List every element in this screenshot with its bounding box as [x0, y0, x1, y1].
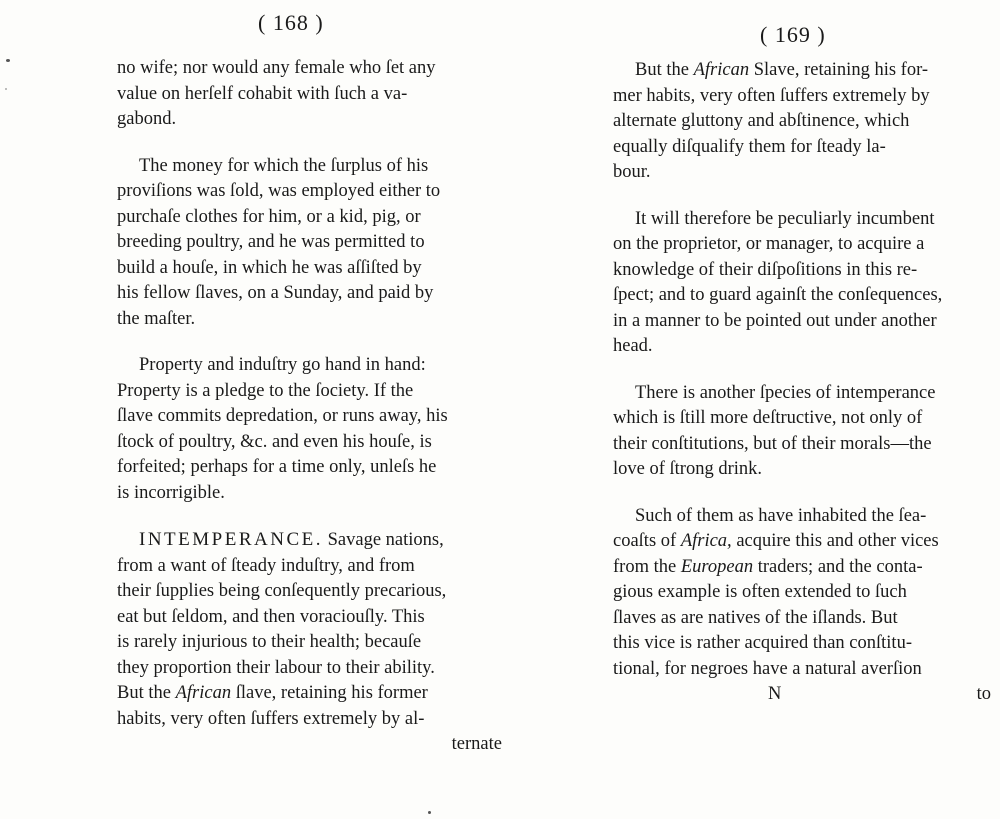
signature-line: [613, 682, 991, 708]
text-line: There is another ſpecies of intemperance: [635, 382, 936, 403]
scan-speck: [6, 59, 10, 62]
text-line: proviſions was ſold, was employed either to: [117, 181, 441, 201]
left-paragraph-2: [117, 154, 502, 333]
text-line: [117, 527, 502, 554]
text-line: value on herſelf cohabit with ſuch a va-: [117, 83, 408, 104]
text-line: tional, for negroes have a natural averſion: [613, 658, 922, 679]
left-page-number: ( 168 ): [258, 10, 324, 35]
text-line: [613, 555, 991, 581]
text-line: habits, very often ſuffers extremely by al-: [117, 708, 425, 729]
text-line: bour.: [613, 162, 651, 182]
text-line: ſpect; and to guard againſt the conſequences,: [613, 285, 943, 305]
text-span: Slave, retaining his for-: [753, 60, 929, 80]
text-line: knowledge of their diſpoſitions in this re-: [613, 259, 918, 280]
text-line: forfeited; perhaps for a time only, unleſs he: [117, 457, 437, 477]
text-line: love of ſtrong drink.: [613, 459, 763, 479]
text-line: alternate gluttony and abſtinence, which: [613, 111, 910, 131]
text-line: The money for which the ſurplus of his: [139, 155, 429, 176]
text-line: [613, 58, 991, 84]
left-paragraph-intemperance: [117, 527, 502, 758]
right-page-number: ( 169 ): [760, 22, 826, 47]
text-span: ſlave, retaining his former: [235, 683, 428, 703]
text-line: which is ſtill more deſtructive, not only of: [613, 408, 923, 428]
right-paragraph-4: [613, 504, 991, 708]
text-line: ſlave commits depredation, or runs away, his: [117, 406, 448, 426]
text-line: Property is a pledge to the ſociety. If the: [117, 380, 414, 401]
text-span: Savage nations,: [327, 530, 444, 550]
text-line: [613, 529, 991, 555]
text-line: build a houſe, in which he was aſſiſted by: [117, 257, 422, 278]
scan-speck: [5, 88, 7, 90]
text-line: ſlaves as are natives of the iſlands. But: [613, 607, 898, 628]
text-span: But the: [117, 683, 171, 703]
text-span: acquire this and other vices: [736, 531, 939, 551]
text-line: ſtock of poultry, &c. and even his houſe, is: [117, 431, 432, 452]
italic-word: African: [175, 683, 232, 703]
left-paragraph-3: [117, 353, 502, 506]
catchword: ternate: [451, 734, 502, 754]
text-line: is rarely injurious to their health; becauſe: [117, 632, 422, 652]
section-heading: INTEMPERANCE.: [139, 529, 323, 550]
catchword: to: [976, 684, 991, 704]
text-line: the maſter.: [117, 308, 196, 329]
text-line: eat but ſeldom, and then voraciouſly. This: [117, 606, 425, 627]
text-line: they proportion their labour to their ability.: [117, 657, 435, 678]
text-line: in a manner to be pointed out under another: [613, 310, 937, 331]
text-line: head.: [613, 336, 653, 356]
text-span: from the: [613, 556, 677, 577]
text-line: breeding poultry, and he was permitted to: [117, 232, 425, 252]
italic-word: Africa,: [680, 531, 732, 551]
text-line: gabond.: [117, 109, 177, 129]
right-paragraph-3: [613, 381, 991, 483]
text-line: is incorrigible.: [117, 482, 225, 503]
italic-word: European: [680, 556, 754, 577]
text-line: equally diſqualify them for ſteady la-: [613, 136, 886, 157]
text-line: It will therefore be peculiarly incumbent: [635, 208, 935, 229]
text-line: gious example is often extended to ſuch: [613, 582, 907, 602]
text-span: coaſts of: [613, 531, 677, 551]
right-paragraph-2: [613, 207, 991, 360]
scan-speck: [428, 811, 431, 814]
left-paragraph-1: [117, 56, 502, 133]
right-paragraph-1: [613, 58, 991, 186]
signature-mark: N: [768, 684, 782, 704]
text-line: [117, 681, 502, 707]
text-line: on the proprietor, or manager, to acquire a: [613, 234, 925, 254]
text-line: no wife; nor would any female who ſet any: [117, 58, 436, 78]
right-page-text: [613, 58, 991, 708]
text-line: Property and induſtry go hand in hand:: [139, 355, 426, 375]
text-span: traders; and the conta-: [757, 556, 923, 577]
italic-word: African: [693, 60, 750, 80]
text-line: their conſtitutions, but of their morals—the: [613, 433, 932, 454]
text-line: mer habits, very often ſuffers extremely by: [613, 85, 930, 106]
right-page: [520, 0, 1000, 819]
text-line: this vice is rather acquired than conſtitu-: [613, 633, 912, 653]
text-span: But the: [635, 60, 689, 80]
catchword-line: [117, 732, 502, 758]
text-line: their ſupplies being conſequently precarious,: [117, 581, 447, 601]
text-line: his fellow ſlaves, on a Sunday, and paid by: [117, 283, 434, 303]
left-page-text: [117, 56, 502, 758]
text-line: purchaſe clothes for him, or a kid, pig, or: [117, 206, 421, 227]
text-line: from a want of ſteady induſtry, and from: [117, 555, 415, 576]
text-line: Such of them as have inhabited the ſea-: [635, 505, 927, 526]
